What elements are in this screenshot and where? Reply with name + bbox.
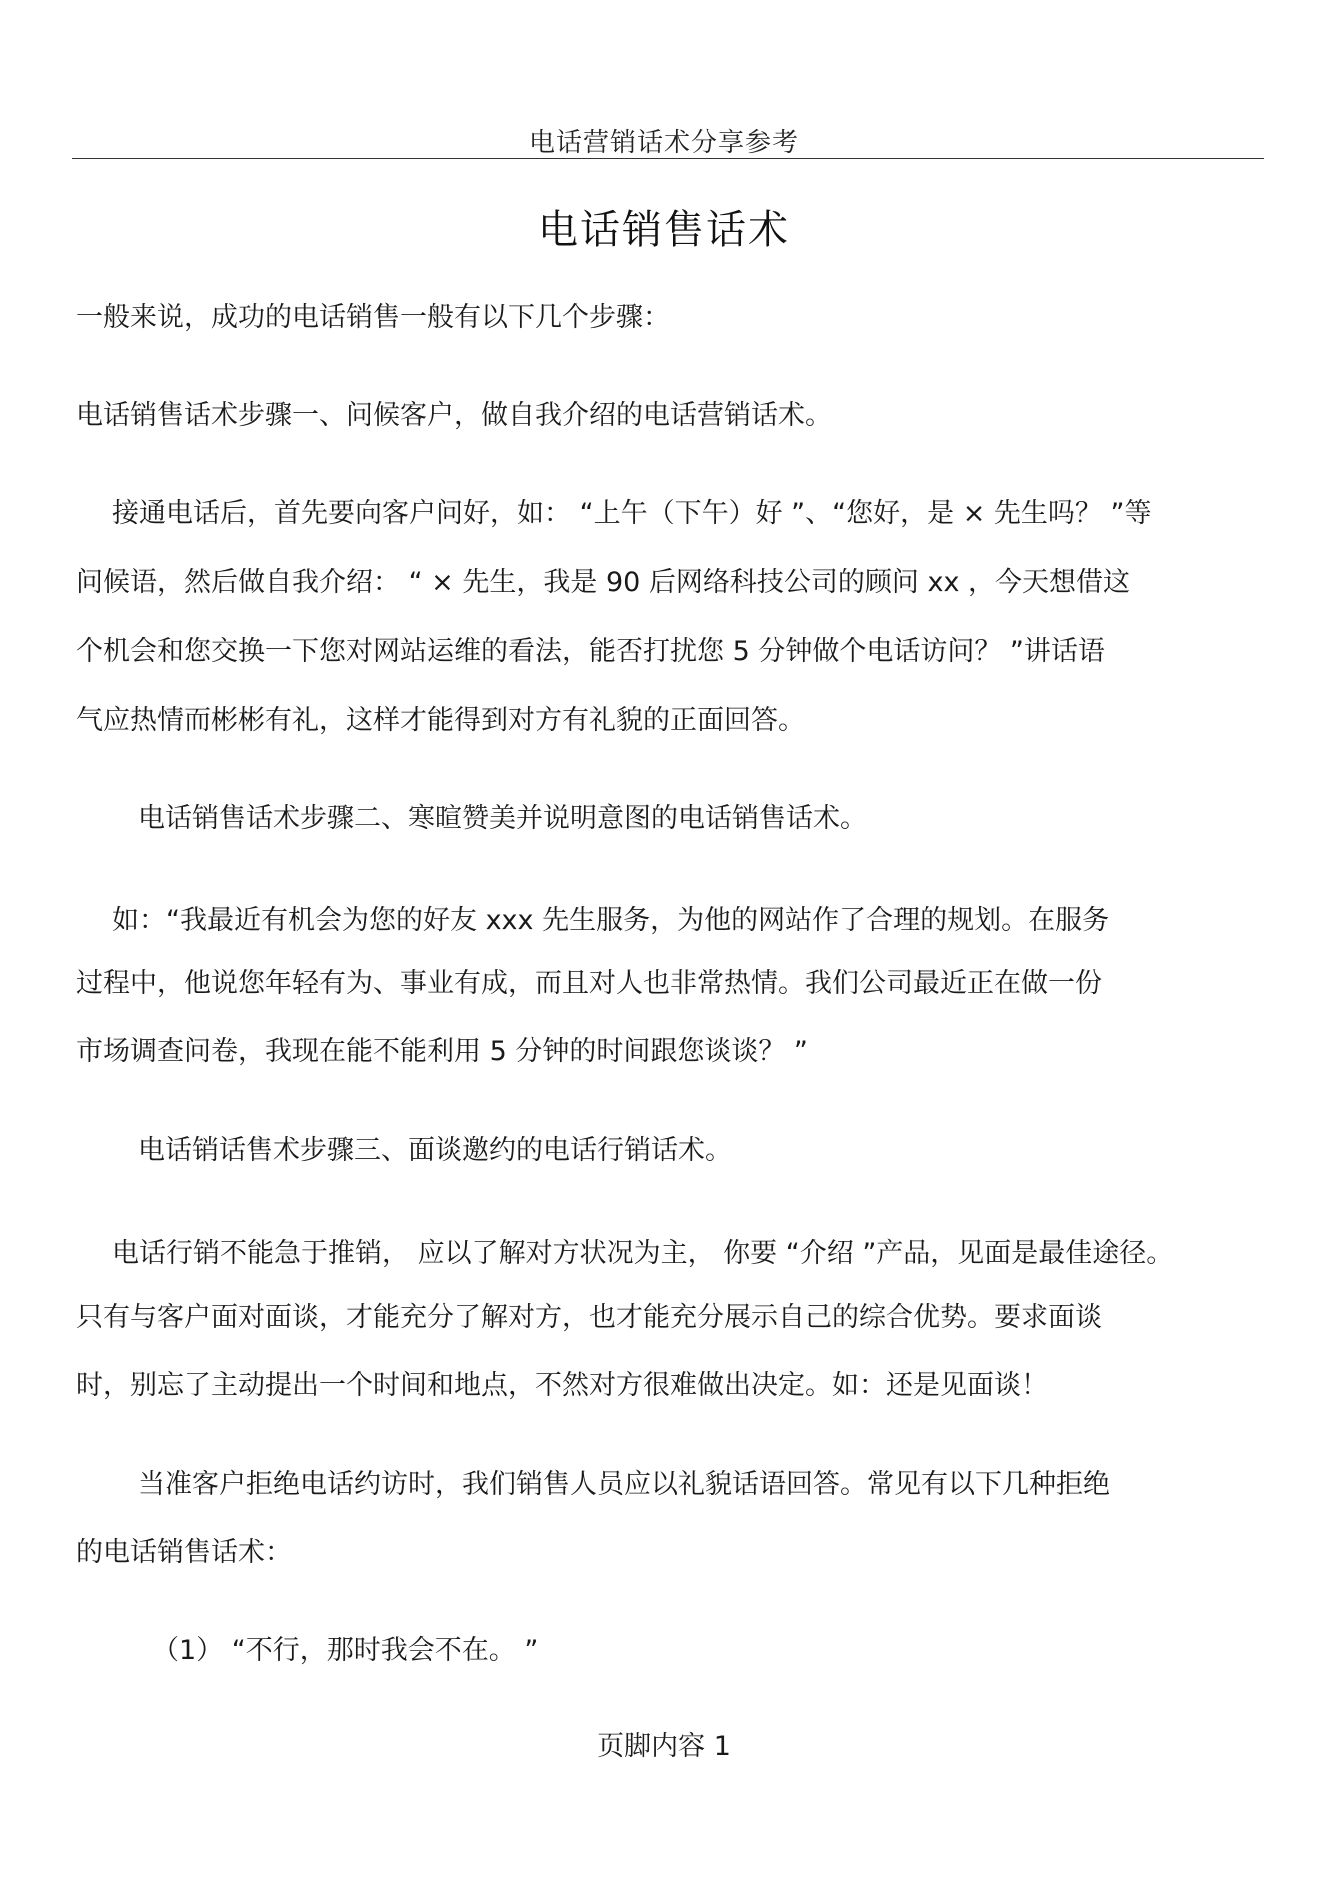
paragraph-line: 电话行销不能急于推销， 应以了解对方状况为主， 你要 “介绍 ”产品，见面是最佳途径。 xyxy=(112,1238,1174,1269)
paragraph-line: 市场调查问卷，我现在能不能利用 5 分钟的时间跟您谈谈？ ” xyxy=(76,1036,808,1067)
paragraph-line: 如：“我最近有机会为您的好友 xxx 先生服务，为他的网站作了合理的规划。在服务 xyxy=(112,905,1110,936)
paragraph-line: 过程中，他说您年轻有为、事业有成，而且对人也非常热情。我们公司最近正在做一份 xyxy=(76,968,1102,999)
paragraph-line: 当准客户拒绝电话约访时，我们销售人员应以礼貌话语回答。常见有以下几种拒绝 xyxy=(138,1469,1110,1500)
paragraph-line: 只有与客户面对面谈，才能充分了解对方，也才能充分展示自己的综合优势。要求面谈 xyxy=(76,1302,1102,1333)
step-three-heading: 电话销话售术步骤三、面谈邀约的电话行销话术。 xyxy=(138,1135,732,1166)
document-title: 电话销售话术 xyxy=(538,207,790,253)
paragraph-line: 气应热情而彬彬有礼，这样才能得到对方有礼貌的正面回答。 xyxy=(76,705,805,736)
paragraph-line: 的电话销售话术： xyxy=(76,1537,292,1568)
step-one-heading: 电话销售话术步骤一、问候客户，做自我介绍的电话营销话术。 xyxy=(76,400,832,431)
list-item: （1） “不行，那时我会不在。 ” xyxy=(152,1635,539,1666)
paragraph-line: 个机会和您交换一下您对网站运维的看法，能否打扰您 5 分钟做个电话访问？ ”讲话语 xyxy=(76,636,1105,667)
paragraph-intro: 一般来说，成功的电话销售一般有以下几个步骤： xyxy=(76,302,670,333)
paragraph-line: 问候语，然后做自我介绍： “ × 先生，我是 90 后网络科技公司的顾问 xx ，今天想借这 xyxy=(76,567,1131,598)
running-header: 电话营销话术分享参考 xyxy=(528,128,799,158)
header-divider xyxy=(72,158,1264,159)
step-two-heading: 电话销售话术步骤二、寒暄赞美并说明意图的电话销售话术。 xyxy=(138,803,867,834)
paragraph-line: 时，别忘了主动提出一个时间和地点，不然对方很难做出决定。如：还是见面谈！ xyxy=(76,1370,1048,1401)
paragraph-line: 接通电话后，首先要向客户问好，如： “上午（下午）好 ”、“您好，是 × 先生吗？ ”等 xyxy=(112,498,1152,529)
page-footer: 页脚内容 1 xyxy=(597,1731,731,1762)
